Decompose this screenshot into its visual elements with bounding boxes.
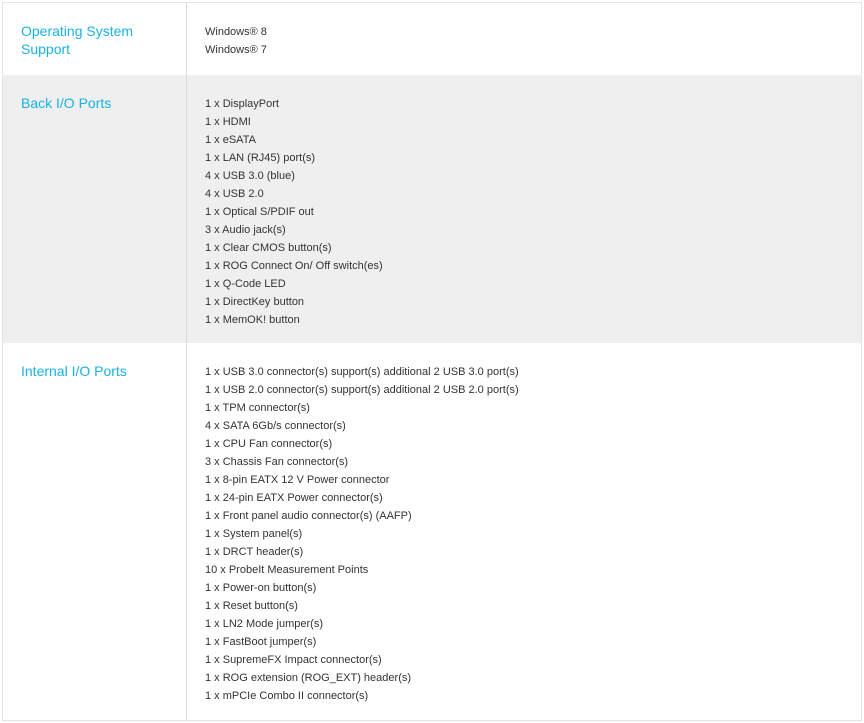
spec-value: Windows® 8 xyxy=(205,26,267,38)
spec-value: 1 x MemOK! button xyxy=(205,314,300,326)
spec-value: 1 x DRCT header(s) xyxy=(205,546,304,558)
spec-value: 1 x eSATA xyxy=(205,134,256,146)
spec-values xyxy=(187,343,861,720)
spec-value: 1 x Front panel audio connector(s) (AAFP) xyxy=(205,510,412,522)
spec-value: 1 x mPCIe Combo II connector(s) xyxy=(205,690,369,702)
spec-value: 1 x 24-pin EATX Power connector(s) xyxy=(205,492,383,504)
spec-value: 3 x Audio jack(s) xyxy=(205,224,286,236)
spec-value: 1 x Power-on button(s) xyxy=(205,582,317,594)
spec-value: 1 x Q-Code LED xyxy=(205,278,286,290)
spec-value: 1 x 8-pin EATX 12 V Power connector xyxy=(205,474,390,486)
spec-value: 1 x ROG extension (ROG_EXT) header(s) xyxy=(205,672,412,684)
spec-value: 1 x HDMI xyxy=(205,116,251,128)
spec-value: 4 x SATA 6Gb/s connector(s) xyxy=(205,420,346,432)
spec-row-internal-io-ports xyxy=(3,343,861,720)
spec-value: 1 x TPM connector(s) xyxy=(205,402,310,414)
spec-value: 1 x LN2 Mode jumper(s) xyxy=(205,618,323,630)
spec-value: 1 x Clear CMOS button(s) xyxy=(205,242,332,254)
spec-value: 10 x ProbeIt Measurement Points xyxy=(205,564,369,576)
spec-label: Internal I/O Ports xyxy=(3,343,187,720)
spec-value: 1 x SupremeFX Impact connector(s) xyxy=(205,654,382,666)
spec-value: 4 x USB 2.0 xyxy=(205,188,264,200)
spec-value: 1 x DirectKey button xyxy=(205,296,305,308)
spec-value: 4 x USB 3.0 (blue) xyxy=(205,170,295,182)
spec-value: 1 x CPU Fan connector(s) xyxy=(205,438,333,450)
spec-value: 1 x LAN (RJ45) port(s) xyxy=(205,152,316,164)
spec-value: 1 x DisplayPort xyxy=(205,98,279,110)
spec-value: 1 x FastBoot jumper(s) xyxy=(205,636,317,648)
spec-value: 1 x System panel(s) xyxy=(205,528,303,540)
spec-value: 1 x Optical S/PDIF out xyxy=(205,206,314,218)
spec-label: Back I/O Ports xyxy=(3,75,187,343)
spec-values xyxy=(187,3,861,75)
spec-value: 1 x USB 3.0 connector(s) support(s) additional 2 USB 3.0 port(s) xyxy=(205,366,519,378)
spec-label: Operating System Support xyxy=(3,3,187,75)
spec-value: 1 x ROG Connect On/ Off switch(es) xyxy=(205,260,383,272)
spec-value: Windows® 7 xyxy=(205,44,267,56)
spec-row-operating-system xyxy=(3,3,861,75)
spec-value: 1 x USB 2.0 connector(s) support(s) additional 2 USB 2.0 port(s) xyxy=(205,384,519,396)
spec-table xyxy=(2,2,862,721)
spec-value: 1 x Reset button(s) xyxy=(205,600,298,612)
spec-value: 3 x Chassis Fan connector(s) xyxy=(205,456,349,468)
spec-values xyxy=(187,75,861,343)
spec-row-back-io-ports xyxy=(3,75,861,343)
